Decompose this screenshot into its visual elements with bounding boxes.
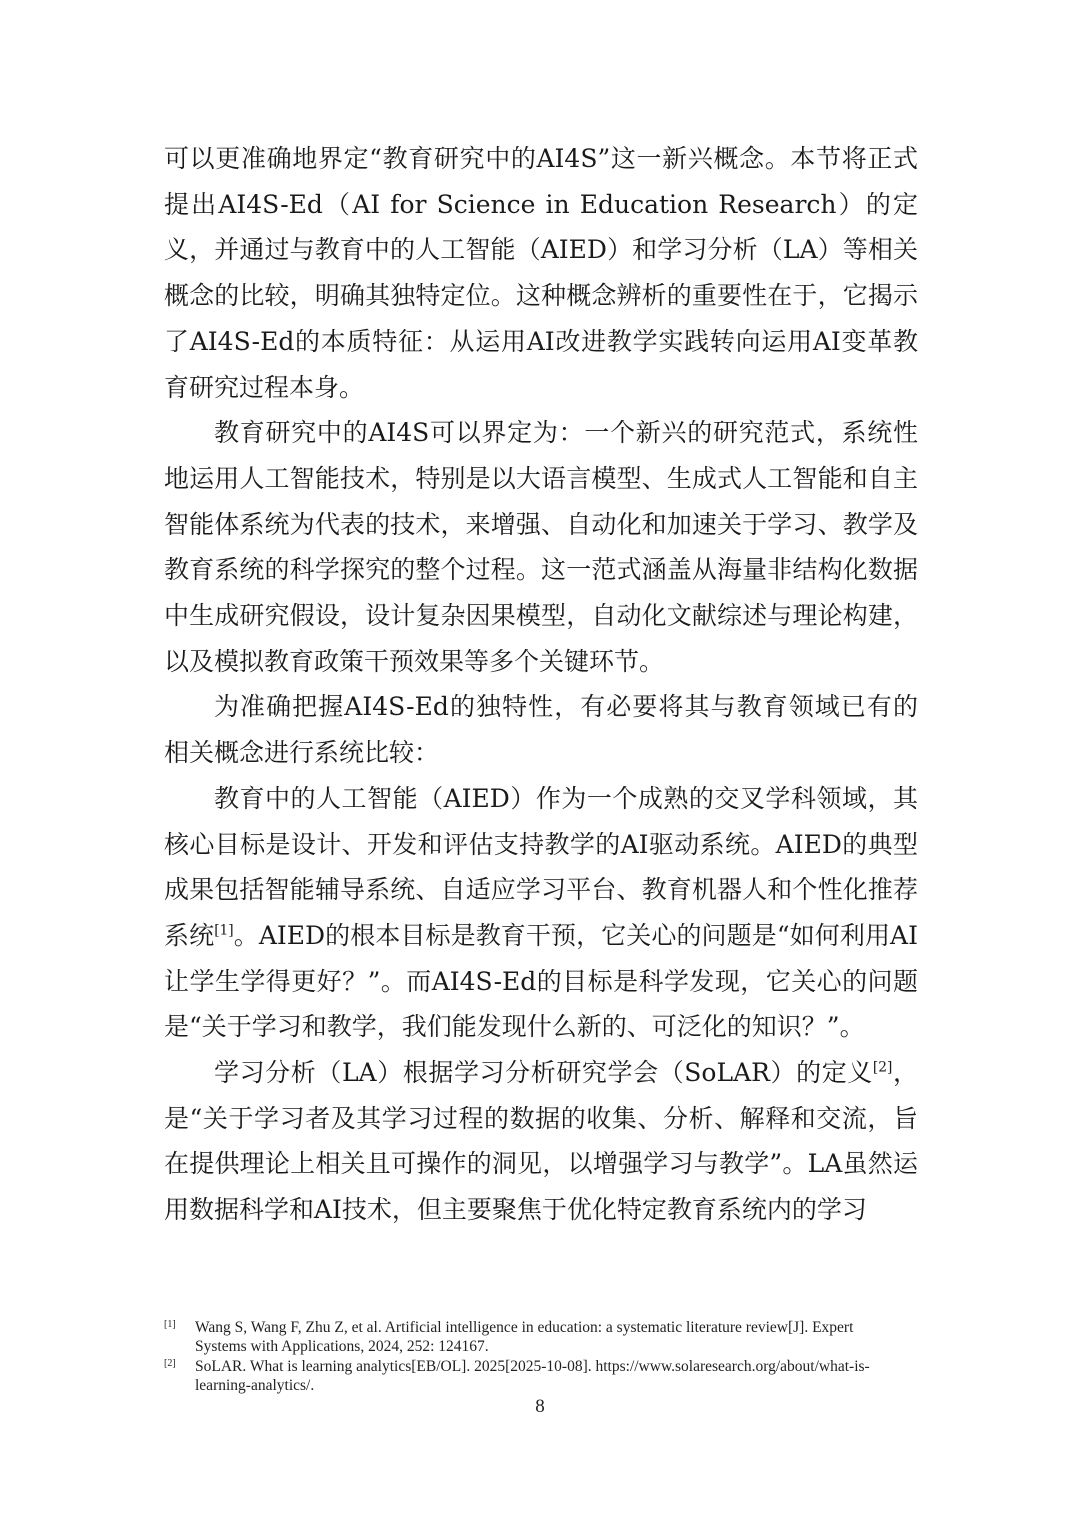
paragraph-4 <box>164 776 918 1050</box>
footnote-2-mark-text: [2] <box>164 1358 176 1369</box>
citation-ref-1[interactable]: [1] <box>214 922 234 939</box>
footnotes <box>164 1318 904 1396</box>
paragraph-4-text-b: 。AIED的根本目标是教育干预，它关心的问题是“如何利用AI让学生学得更好？”。而AI4S-Ed的目标是科学发现，它关心的问题是“关于学习和教学，我们能发现什么新的、可泛化的知识？”。 <box>164 920 918 1042</box>
footnote-1 <box>164 1318 904 1356</box>
citation-ref-2[interactable]: [2] <box>872 1059 893 1076</box>
paragraph-2: 教育研究中的AI4S可以界定为：一个新兴的研究范式，系统性地运用人工智能技术，特别是以大语言模型、生成式人工智能和自主智能体系统为代表的技术，来增强、自动化和加速关于学习、教学及教育系统的科学探究的整个过程。这一范式涵盖从海量非结构化数据中生成研究假设，设计复杂因果模型，自动化文献综述与理论构建，以及模拟教育政策干预效果等多个关键环节。 <box>164 418 918 676</box>
paragraph-5-text-b: ，是“关于学习者及其学习过程的数据的收集、分析、解释和交流，旨在提供理论上相关且可操作的洞见，以增强学习与教学”。LA虽然运用数据科学和AI技术，但主要聚焦于优化特定教育系统内的学习 <box>164 1058 918 1225</box>
body-text <box>164 136 918 1233</box>
paragraph-5 <box>164 1050 918 1233</box>
paragraph-1: 可以更准确地界定“教育研究中的AI4S”这一新兴概念。本节将正式提出AI4S-Ed（AI for Science in Education Research）的定义，并通过与教育中的人工智能（AIED）和学习分析（LA）等相关概念的比较，明确其独特定位。这种概念辨析的重要性在于，它揭示了AI4S-Ed的本质特征：从运用AI改进教学实践转向运用AI变革教育研究过程本身。 <box>164 144 918 402</box>
footnote-1-mark-text: [1] <box>164 1319 176 1330</box>
footnote-2-mark <box>164 1357 195 1376</box>
paragraph-5-text-a: 学习分析（LA）根据学习分析研究学会（SoLAR）的定义 <box>214 1058 873 1088</box>
footnote-2 <box>164 1357 904 1395</box>
footnote-2-text: SoLAR. What is learning analytics[EB/OL]. 2025[2025-10-08]. https://www.solaresearch.org/about/what-is-learning-analytics/. <box>195 1358 870 1394</box>
paragraph-4-text-a: 教育中的人工智能（AIED）作为一个成熟的交叉学科领域，其核心目标是设计、开发和评估支持教学的AI驱动系统。AIED的典型成果包括智能辅导系统、自适应学习平台、教育机器人和个性化推荐系统 <box>164 783 918 950</box>
paragraph-3: 为准确把握AI4S-Ed的独特性，有必要将其与教育领域已有的相关概念进行系统比较： <box>164 692 918 768</box>
footnote-1-text: Wang S, Wang F, Zhu Z, et al. Artificial intelligence in education: a systematic literature review[J]. Expert Systems with Applications, 2024, 252: 124167. <box>195 1319 854 1355</box>
page-number: 8 <box>535 1396 545 1417</box>
footnote-1-mark <box>164 1318 195 1337</box>
